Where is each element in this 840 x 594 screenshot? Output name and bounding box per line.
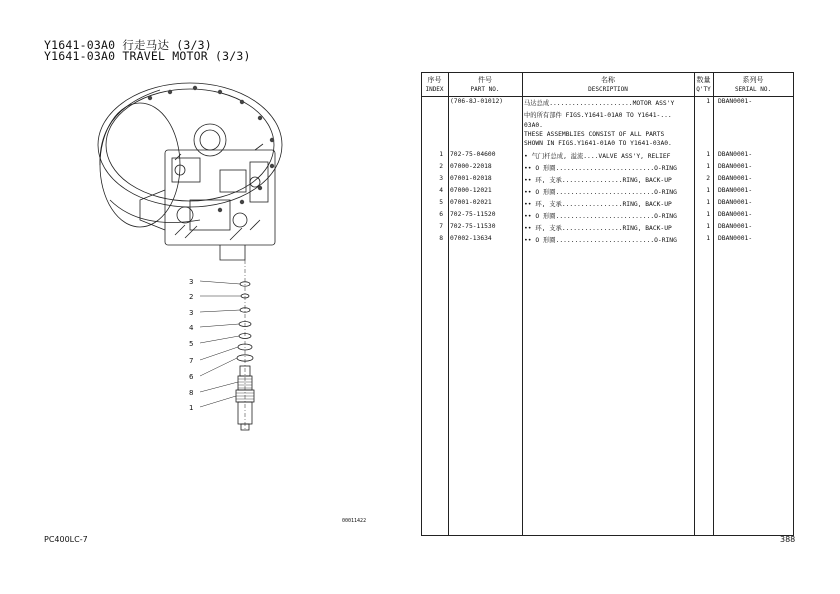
row-index: 4 — [439, 187, 443, 194]
row-description: 03A0. — [524, 122, 543, 129]
row-serial: DBAN0001- — [718, 199, 753, 206]
row-part-number: 07001-02018 — [450, 175, 492, 182]
row-quantity: 1 — [706, 163, 710, 170]
row-serial: DBAN0001- — [718, 98, 753, 105]
page-number: 388 — [780, 535, 796, 544]
row-description: THESE ASSEMBLIES CONSIST OF ALL PARTS — [524, 131, 665, 138]
row-description: •• O 形圈..........................O-RING — [524, 165, 677, 172]
row-index: 1 — [439, 151, 443, 158]
row-index: 7 — [439, 223, 443, 230]
row-quantity: 1 — [706, 223, 710, 230]
row-part-number: 702-75-11530 — [450, 223, 496, 230]
row-part-number: 07002-13634 — [450, 235, 492, 242]
row-serial: DBAN0001- — [718, 235, 753, 242]
row-description: • 气门杆总成, 溢流....VALVE ASS'Y, RELIEF — [524, 153, 671, 160]
row-part-number: 07000-12021 — [450, 187, 492, 194]
callout-label: 8 — [189, 389, 194, 397]
callout-label: 5 — [189, 340, 194, 348]
row-part-number: 702-75-04600 — [450, 151, 496, 158]
row-serial: DBAN0001- — [718, 175, 753, 182]
row-index: 2 — [439, 163, 443, 170]
row-quantity: 2 — [706, 175, 710, 182]
callout-label: 4 — [189, 324, 194, 332]
row-index: 5 — [439, 199, 443, 206]
row-quantity: 1 — [706, 211, 710, 218]
header-part-cn: 件号 — [478, 76, 492, 84]
callout-label: 3 — [189, 278, 194, 286]
row-quantity: 1 — [706, 98, 710, 105]
row-quantity: 1 — [706, 199, 710, 206]
row-quantity: 1 — [706, 235, 710, 242]
row-description: •• 环, 支承................RING, BACK-UP — [524, 177, 672, 184]
page-title-chinese: Y1641-03A0 行走马达 (3/3) — [44, 38, 212, 52]
row-part-number: (706-8J-01012) — [450, 98, 504, 105]
row-part-number: 702-75-11520 — [450, 211, 496, 218]
header-index-en: INDEX — [425, 86, 444, 93]
header-index-cn: 序号 — [427, 76, 442, 84]
row-description: •• 环, 支承................RING, BACK-UP — [524, 201, 672, 208]
model-footer: PC400LC-7 — [44, 535, 88, 544]
row-description: 中的所有部件 FIGS.Y1641-01A0 TO Y1641-... — [524, 112, 672, 119]
row-index: 8 — [439, 235, 443, 242]
header-serial-cn: 系列号 — [742, 76, 764, 84]
motor-housing-outline — [98, 83, 282, 207]
header-desc-cn: 名称 — [601, 76, 615, 84]
callout-label: 6 — [189, 373, 194, 381]
row-serial: DBAN0001- — [718, 211, 753, 218]
header-desc-en: DESCRIPTION — [588, 86, 628, 93]
row-index: 6 — [439, 211, 443, 218]
callout-label: 2 — [189, 293, 194, 301]
row-index: 3 — [439, 175, 443, 182]
travel-motor-exploded-drawing — [80, 70, 300, 440]
row-serial: DBAN0001- — [718, 151, 753, 158]
row-description: 马达总成......................MOTOR ASS'Y — [524, 100, 675, 107]
header-part-en: PART NO. — [470, 86, 500, 93]
row-part-number: 07000-22018 — [450, 163, 492, 170]
parts-table — [421, 72, 794, 536]
row-serial: DBAN0001- — [718, 163, 753, 170]
row-description: •• 环, 支承................RING, BACK-UP — [524, 225, 672, 232]
header-qty-cn: 数量 — [696, 76, 711, 84]
row-description: SHOWN IN FIGS.Y1641-01A0 TO Y1641-03A0. — [524, 140, 672, 147]
row-description: •• O 形圈..........................O-RING — [524, 189, 677, 196]
callout-label: 7 — [189, 357, 194, 365]
row-description: •• O 形圈..........................O-RING — [524, 237, 677, 244]
row-quantity: 1 — [706, 187, 710, 194]
callout-label: 3 — [189, 309, 194, 317]
row-part-number: 07001-02021 — [450, 199, 492, 206]
row-description: •• O 形圈..........................O-RING — [524, 213, 677, 220]
page-title-english: Y1641-03A0 TRAVEL MOTOR (3/3) — [44, 49, 251, 63]
figure-id: 00011422 — [342, 518, 367, 524]
row-quantity: 1 — [706, 151, 710, 158]
row-serial: DBAN0001- — [718, 223, 753, 230]
row-serial: DBAN0001- — [718, 187, 753, 194]
callout-label: 1 — [189, 404, 194, 412]
header-serial-en: SERIAL NO. — [734, 86, 772, 93]
header-qty-en: Q'TY — [696, 86, 711, 93]
